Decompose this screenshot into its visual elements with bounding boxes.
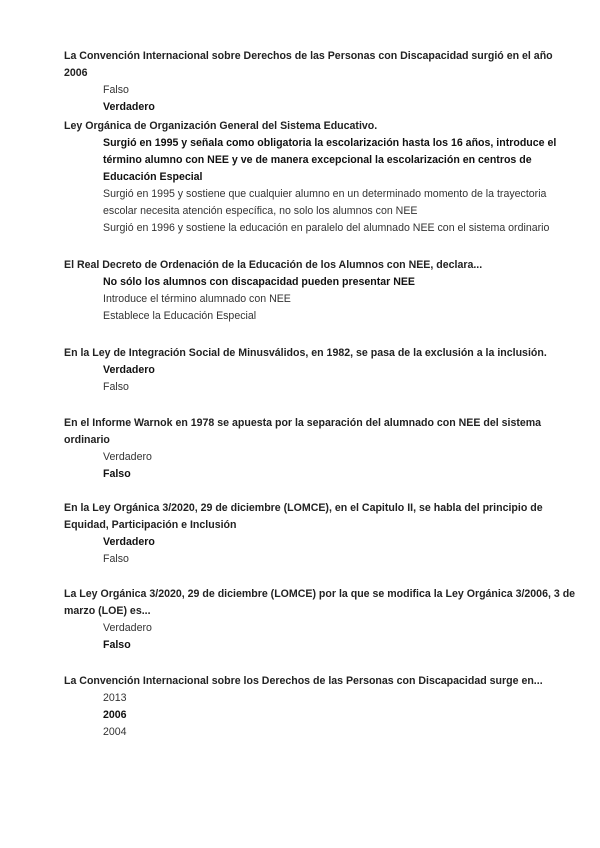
- question-4: [64, 345, 576, 396]
- option[interactable]: Falso: [103, 553, 129, 565]
- option-correct[interactable]: No sólo los alumnos con discapacidad pueden presentar NEE: [103, 276, 415, 288]
- option[interactable]: Verdadero: [103, 622, 152, 634]
- question-6: [64, 500, 576, 568]
- question-text: Ley Orgánica de Organización General del Sistema Educativo.: [64, 120, 378, 132]
- option[interactable]: 2004: [103, 726, 127, 738]
- option[interactable]: Introduce el término alumnado con NEE: [103, 293, 291, 305]
- option[interactable]: Verdadero: [103, 451, 152, 463]
- question-1: [64, 48, 576, 116]
- question-text: El Real Decreto de Ordenación de la Educación de los Alumnos con NEE, declara...: [64, 259, 483, 271]
- option-correct[interactable]: Falso: [103, 639, 131, 651]
- option[interactable]: Falso: [103, 84, 129, 96]
- option[interactable]: Falso: [103, 381, 129, 393]
- question-2: [64, 118, 576, 237]
- question-text: En el Informe Warnok en 1978 se apuesta por la separación del alumnado con NEE del sistema ordinario: [64, 417, 542, 446]
- question-7: [64, 586, 576, 654]
- question-3: [64, 257, 576, 325]
- option-correct[interactable]: Verdadero: [103, 101, 155, 113]
- option[interactable]: 2013: [103, 692, 127, 704]
- question-text: La Ley Orgánica 3/2020, 29 de diciembre (LOMCE) por la que se modifica la Ley Orgánica 3/2006, 3 de marzo (LOE) es...: [64, 588, 576, 617]
- option-correct[interactable]: 2006: [103, 709, 127, 721]
- option-correct[interactable]: Falso: [103, 468, 131, 480]
- option[interactable]: Surgió en 1995 y sostiene que cualquier alumno en un determinado momento de la trayectoria escolar necesita atención específica, no solo los alumnos con NEE: [103, 188, 547, 217]
- option[interactable]: Establece la Educación Especial: [103, 310, 257, 322]
- option[interactable]: Surgió en 1996 y sostiene la educación en paralelo del alumnado NEE con el sistema ordinario: [103, 222, 550, 234]
- question-text: En la Ley Orgánica 3/2020, 29 de diciembre (LOMCE), en el Capitulo II, se habla del principio de Equidad, Participación e Inclusión: [64, 502, 543, 531]
- question-text: La Convención Internacional sobre los Derechos de las Personas con Discapacidad surge en...: [64, 675, 543, 687]
- option-correct[interactable]: Verdadero: [103, 364, 155, 376]
- question-8: [64, 673, 576, 741]
- question-5: [64, 415, 576, 483]
- option-correct[interactable]: Surgió en 1995 y señala como obligatoria la escolarización hasta los 16 años, introduce el término alumno con NEE y ve de manera excepcional la escolarización en centros de Educación Especial: [103, 137, 557, 183]
- question-text: La Convención Internacional sobre Derechos de las Personas con Discapacidad surgió en el año 2006: [64, 50, 553, 79]
- question-text: En la Ley de Integración Social de Minusválidos, en 1982, se pasa de la exclusión a la inclusión.: [64, 347, 547, 359]
- option-correct[interactable]: Verdadero: [103, 536, 155, 548]
